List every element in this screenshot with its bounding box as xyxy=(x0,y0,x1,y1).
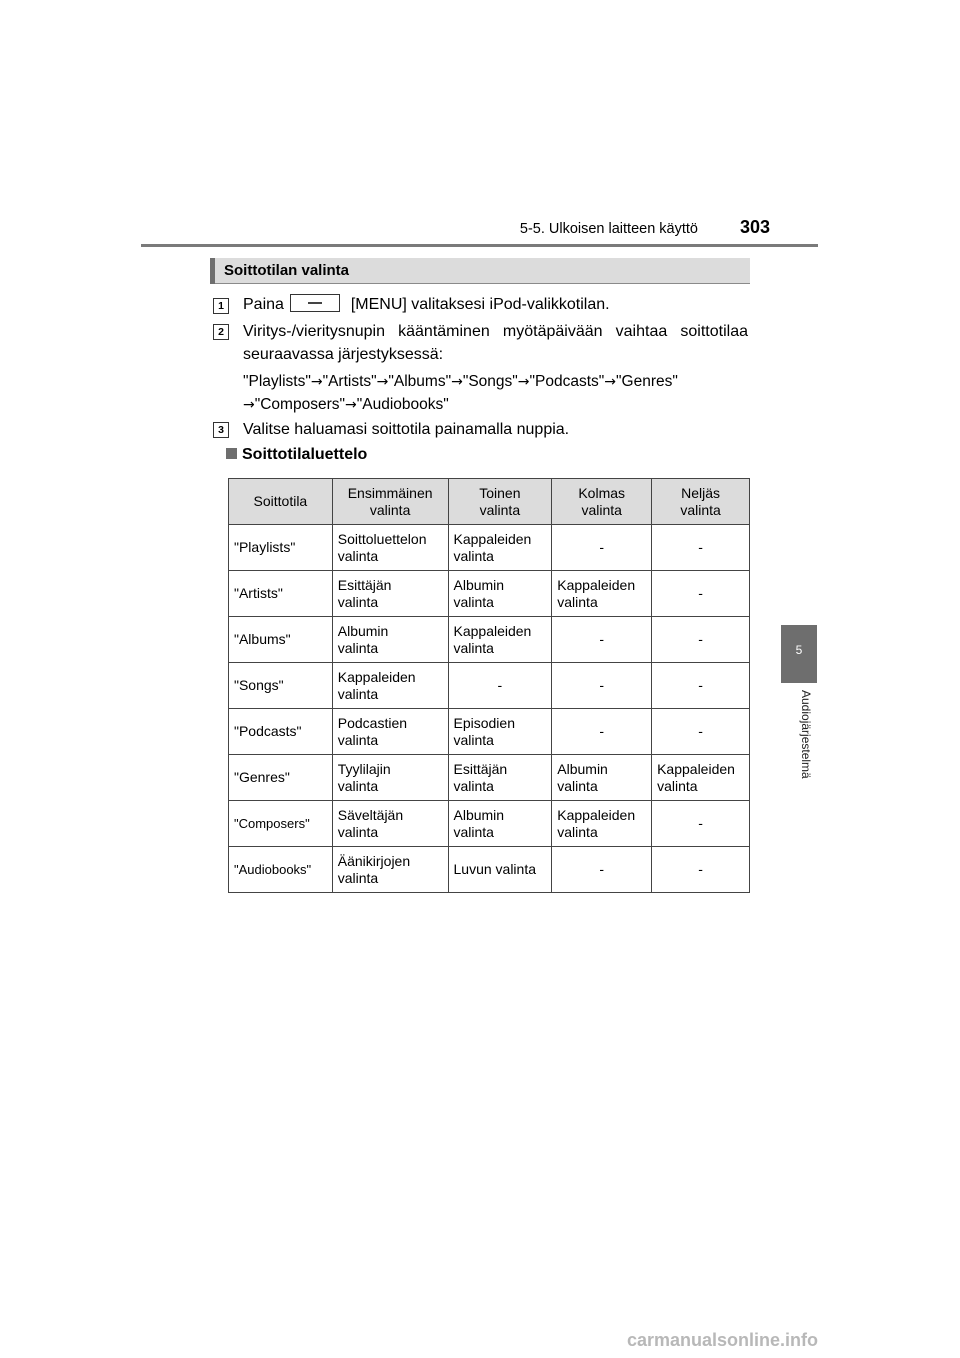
cell-line: - xyxy=(599,631,605,647)
list-heading-text: Soittotilaluettelo xyxy=(242,446,368,463)
cell-line: valinta xyxy=(453,777,494,794)
cell-line: valinta xyxy=(557,823,598,840)
step-1-before: Paina xyxy=(243,296,284,313)
arrow-right-icon: → xyxy=(517,374,530,390)
table-cell xyxy=(448,617,552,663)
table-cell xyxy=(652,801,750,847)
table-row xyxy=(229,525,750,571)
page-header xyxy=(0,0,960,250)
header-line: valinta xyxy=(479,501,521,518)
cell-line: valinta xyxy=(453,547,494,564)
table-cell xyxy=(552,571,652,617)
cell-line: - xyxy=(698,677,703,693)
menu-button-icon xyxy=(290,294,340,312)
cell-line: Albumin xyxy=(453,576,505,593)
mode-cell xyxy=(229,847,333,893)
sequence-item: "Audiobooks" xyxy=(356,396,449,413)
cell-line: Kappaleiden xyxy=(453,530,532,547)
cell-line: "Genres" xyxy=(234,769,290,785)
table-cell xyxy=(652,525,750,571)
section-heading xyxy=(210,258,750,284)
table-cell xyxy=(552,525,652,571)
square-bullet-icon xyxy=(226,448,237,459)
cell-line: - xyxy=(599,539,605,555)
cell-line: "Albums" xyxy=(234,631,291,647)
step-2-line-1: Viritys-/vieritysnupin kääntäminen myötäpäivään vaihtaa soittotilaa xyxy=(243,323,748,340)
table-cell xyxy=(652,755,750,801)
header-line: Toinen xyxy=(479,484,521,501)
cell-line: valinta xyxy=(337,777,379,794)
cell-line: valinta xyxy=(337,869,379,886)
chapter-tab xyxy=(781,625,817,683)
cell-line: Esittäjän xyxy=(337,576,392,593)
sequence-item: "Podcasts" xyxy=(529,373,605,390)
cell-line: valinta xyxy=(337,823,379,840)
cell-line: "Artists" xyxy=(234,585,283,601)
step-1-after: [MENU] valitaksesi iPod-valikkotilan. xyxy=(350,296,610,313)
sequence-item: "Playlists" xyxy=(243,373,311,390)
table-cell xyxy=(332,617,448,663)
header-line: valinta xyxy=(581,501,622,518)
cell-line: valinta xyxy=(453,593,494,610)
table-row xyxy=(229,663,750,709)
table-cell xyxy=(332,571,448,617)
table-cell xyxy=(652,709,750,755)
table-cell xyxy=(332,801,448,847)
table-cell xyxy=(448,525,552,571)
play-mode-table xyxy=(228,478,750,893)
table-cell xyxy=(332,525,448,571)
mode-cell xyxy=(229,571,333,617)
cell-line: "Composers" xyxy=(234,816,310,831)
header-line: Ensimmäinen xyxy=(347,484,433,501)
cell-line: Kappaleiden xyxy=(337,668,416,685)
table-cell xyxy=(552,847,652,893)
arrow-right-icon: → xyxy=(451,374,463,390)
cell-line: Esittäjän xyxy=(453,760,508,777)
table-row xyxy=(229,617,750,663)
cell-line: valinta xyxy=(337,731,379,748)
cell-line: Episodien xyxy=(453,714,515,731)
sequence-item: "Albums" xyxy=(388,373,452,390)
section-heading-bar xyxy=(210,258,215,284)
sequence-item: "Composers" xyxy=(254,396,345,413)
page-number: 303 xyxy=(740,217,771,237)
cell-line: - xyxy=(497,677,503,693)
cell-line: - xyxy=(698,631,703,647)
mode-cell xyxy=(229,755,333,801)
column-header xyxy=(332,479,448,525)
table-cell xyxy=(652,663,750,709)
table-cell xyxy=(448,755,552,801)
column-header xyxy=(448,479,552,525)
cell-line: valinta xyxy=(557,593,598,610)
cell-line: Albumin xyxy=(453,806,505,823)
table-cell xyxy=(332,709,448,755)
cell-line: Säveltäjän xyxy=(337,806,404,823)
table-cell xyxy=(652,571,750,617)
table-cell xyxy=(552,755,652,801)
table-cell xyxy=(652,847,750,893)
cell-line: - xyxy=(698,585,703,601)
cell-line: - xyxy=(599,677,605,693)
column-header xyxy=(552,479,652,525)
cell-line: "Playlists" xyxy=(234,539,296,555)
cell-line: valinta xyxy=(453,823,494,840)
step-2-line-2: seuraavassa järjestyksessä: xyxy=(243,346,444,363)
header-line: Soittotila xyxy=(253,493,308,509)
table-cell xyxy=(448,709,552,755)
table-row xyxy=(229,571,750,617)
cell-line: valinta xyxy=(337,547,379,564)
cell-line: - xyxy=(599,861,605,877)
cell-line: - xyxy=(599,723,605,739)
table-cell xyxy=(552,617,652,663)
chapter-tab-label: Audiojärjestelmä xyxy=(799,690,813,779)
cell-line: "Audiobooks" xyxy=(234,862,312,877)
cell-line: valinta xyxy=(453,731,494,748)
arrow-right-icon: → xyxy=(376,374,389,390)
table-cell xyxy=(332,755,448,801)
table-cell xyxy=(448,801,552,847)
mode-sequence-line-2 xyxy=(243,393,449,417)
cell-line: valinta xyxy=(337,685,379,702)
arrow-right-icon: → xyxy=(604,374,617,390)
arrow-right-icon: → xyxy=(310,374,323,390)
cell-line: Tyylilajin xyxy=(337,760,391,777)
sequence-item: "Songs" xyxy=(462,373,518,390)
watermark: carmanualsonline.info xyxy=(627,1330,819,1350)
table-row xyxy=(229,709,750,755)
mode-sequence-line-1 xyxy=(243,370,678,394)
mode-cell xyxy=(229,709,333,755)
header-line: Kolmas xyxy=(578,484,626,501)
step-badge-2: 2 xyxy=(213,324,229,340)
table-cell xyxy=(448,571,552,617)
list-heading xyxy=(226,446,367,464)
cell-line: - xyxy=(698,539,703,555)
cell-line: valinta xyxy=(337,639,379,656)
table-cell xyxy=(652,617,750,663)
cell-line: - xyxy=(698,815,703,831)
cell-line: "Podcasts" xyxy=(234,723,302,739)
table-cell xyxy=(448,847,552,893)
section-heading-text: Soittotilan valinta xyxy=(224,262,350,279)
cell-line: valinta xyxy=(453,639,494,656)
sequence-item: "Genres" xyxy=(616,373,678,390)
sequence-item: "Artists" xyxy=(322,373,377,390)
mode-cell xyxy=(229,617,333,663)
header-line: valinta xyxy=(680,501,721,518)
header-divider xyxy=(141,244,818,247)
mode-cell xyxy=(229,663,333,709)
mode-cell xyxy=(229,801,333,847)
chapter-tab-number: 5 xyxy=(795,643,803,657)
table-cell xyxy=(332,663,448,709)
cell-line: Kappaleiden xyxy=(453,622,532,639)
header-line: valinta xyxy=(369,501,411,518)
cell-line: "Songs" xyxy=(234,677,284,693)
table-row xyxy=(229,801,750,847)
cell-line: - xyxy=(698,723,703,739)
cell-line: valinta xyxy=(557,777,598,794)
table-row xyxy=(229,847,750,893)
table-header-row xyxy=(229,479,750,525)
header-line: Neljäs xyxy=(681,484,720,501)
cell-line: Albumin xyxy=(557,760,608,777)
step-badge-3: 3 xyxy=(213,422,229,438)
cell-line: valinta xyxy=(657,777,698,794)
cell-line: Podcastien xyxy=(337,714,408,731)
arrow-right-icon: → xyxy=(345,397,357,413)
cell-line: valinta xyxy=(337,593,379,610)
cell-line: Luvun valinta xyxy=(453,861,537,877)
cell-line: Albumin xyxy=(337,622,389,639)
menu-button-mark xyxy=(308,302,322,304)
table-cell xyxy=(552,663,652,709)
table-cell xyxy=(552,801,652,847)
cell-line: Kappaleiden xyxy=(557,576,636,593)
cell-line: Kappaleiden xyxy=(557,806,636,823)
cell-line: - xyxy=(698,861,703,877)
cell-line: Kappaleiden xyxy=(657,760,735,777)
table-cell xyxy=(332,847,448,893)
table-cell xyxy=(448,663,552,709)
column-header xyxy=(652,479,750,525)
arrow-right-icon: → xyxy=(243,397,255,413)
step-badge-1: 1 xyxy=(213,298,229,314)
table-cell xyxy=(552,709,652,755)
step-1-text xyxy=(243,293,610,316)
cell-line: Soittoluettelon xyxy=(337,530,427,547)
column-header xyxy=(229,479,333,525)
step-3-text: Valitse haluamasi soittotila painamalla nuppia. xyxy=(243,421,570,438)
cell-line: Äänikirjojen xyxy=(337,852,411,869)
table-row xyxy=(229,755,750,801)
mode-cell xyxy=(229,525,333,571)
chapter-title: 5-5. Ulkoisen laitteen käyttö xyxy=(519,221,698,237)
